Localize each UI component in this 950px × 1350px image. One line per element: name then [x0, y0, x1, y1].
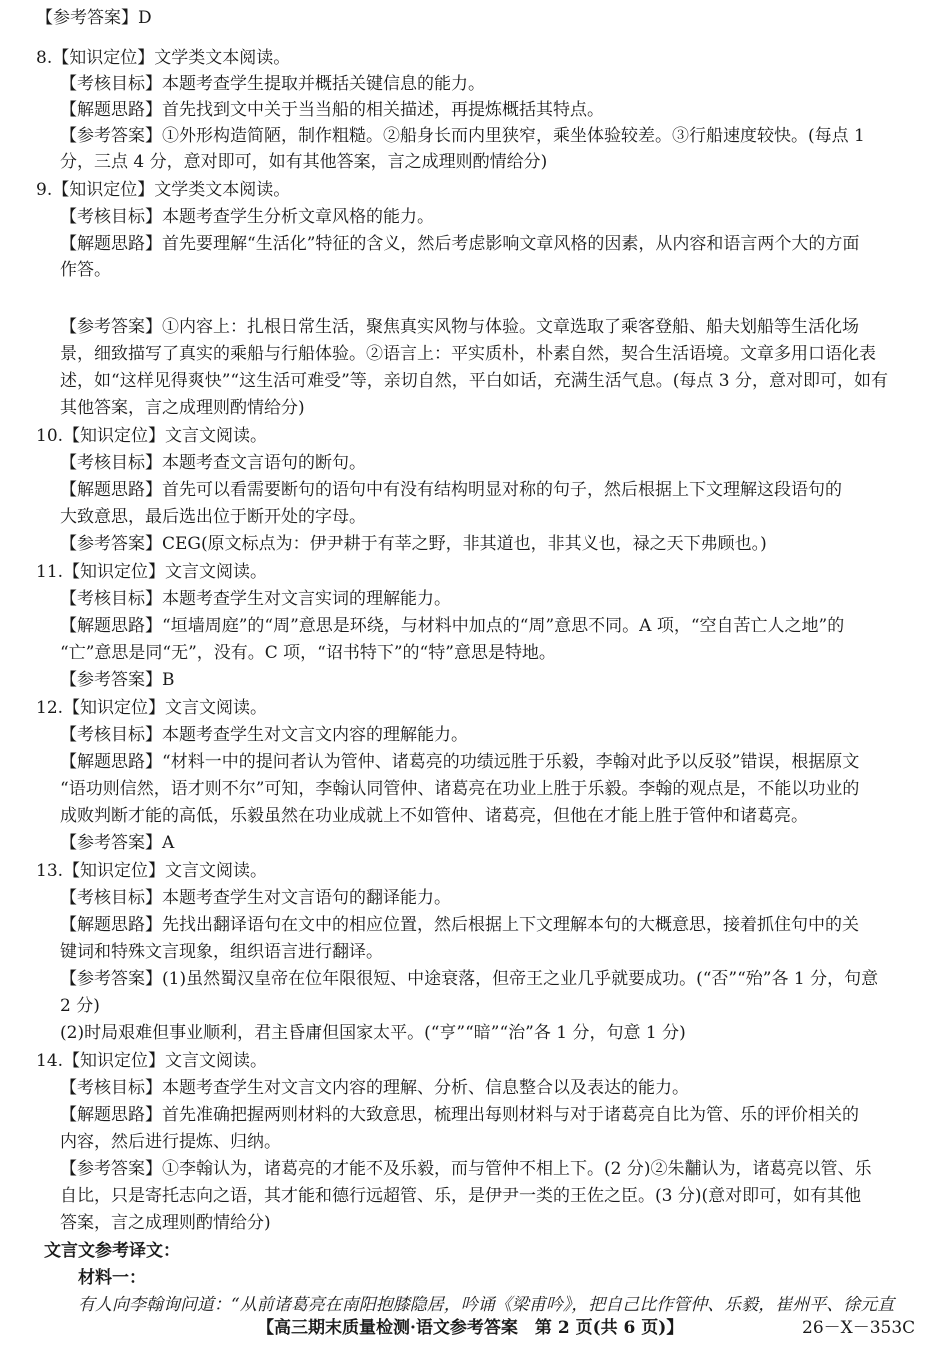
approach-line: 【解题思路】首先找到文中关于当当船的相关描述，再提炼概括其特点。	[60, 100, 604, 120]
answer-line: 【参考答案】CEG(原文标点为：伊尹耕于有莘之野，非其道也，非其义也，禄之天下弗顾也。)	[60, 534, 767, 554]
question-12-heading: 12.【知识定位】文言文阅读。	[36, 698, 268, 718]
objective-line: 【考核目标】本题考查学生分析文章风格的能力。	[60, 207, 434, 227]
answer-line: 【参考答案】B	[60, 670, 175, 690]
approach-line: 【解题思路】首先准确把握两则材料的大致意思，梳理出每则材料与对于诸葛亮自比为管、乐的评价相关的	[60, 1105, 859, 1125]
answer-continuation: 其他答案，言之成理则酌情给分)	[60, 398, 305, 418]
answer-continuation: 答案，言之成理则酌情给分)	[60, 1213, 271, 1233]
answer-continuation: (2)时局艰难但事业顺利，君主昏庸但国家太平。(“亨”“暗”“治”各 1 分，句意 1 分)	[60, 1023, 686, 1043]
page-footer-code: 26－X－353C	[802, 1318, 916, 1338]
answer-line: 【参考答案】①外形构造简陋，制作粗糙。②船身长而内里狭窄，乘坐体验较差。③行船速度较快。(每点 1	[60, 126, 865, 146]
answer-continuation: 2 分)	[60, 996, 100, 1016]
approach-line: 【解题思路】首先要理解“生活化”特征的含义，然后考虑影响文章风格的因素，从内容和语言两个大的方面	[60, 234, 860, 254]
answer-line: 【参考答案】D	[36, 8, 152, 28]
approach-continuation: 大致意思，最后选出位于断开处的字母。	[60, 507, 366, 527]
translation-section-title: 文言文参考译文：	[44, 1241, 180, 1261]
objective-line: 【考核目标】本题考查学生提取并概括关键信息的能力。	[60, 74, 485, 94]
objective-line: 【考核目标】本题考查学生对文言实词的理解能力。	[60, 589, 451, 609]
question-10-heading: 10.【知识定位】文言文阅读。	[36, 426, 268, 446]
objective-line: 【考核目标】本题考查学生对文言语句的翻译能力。	[60, 888, 451, 908]
answer-line: 【参考答案】①内容上：扎根日常生活，聚焦真实风物与体验。文章选取了乘客登船、船夫划船等生活化场	[60, 317, 859, 337]
approach-continuation: 作答。	[60, 260, 111, 280]
approach-line: 【解题思路】“垣墙周庭”的“周”意思是环绕，与材料中加点的“周”意思不同。A 项，“空自苦亡人之地”的	[60, 616, 845, 636]
objective-line: 【考核目标】本题考查学生对文言文内容的理解、分析、信息整合以及表达的能力。	[60, 1078, 689, 1098]
approach-continuation: “亡”意思是同“无”，没有。C 项，“诏书特下”的“特”意思是特地。	[60, 643, 556, 663]
objective-line: 【考核目标】本题考查文言语句的断句。	[60, 453, 366, 473]
objective-line: 【考核目标】本题考查学生对文言文内容的理解能力。	[60, 725, 468, 745]
approach-continuation: 键词和特殊文言现象，组织语言进行翻译。	[60, 942, 383, 962]
approach-line: 【解题思路】“材料一中的提问者认为管仲、诸葛亮的功绩远胜于乐毅，李翰对此予以反驳”错误，根据原文	[60, 752, 860, 772]
answer-line: 【参考答案】A	[60, 833, 175, 853]
answer-line: 【参考答案】(1)虽然蜀汉皇帝在位年限很短、中途衰落，但帝王之业几乎就要成功。(“否”“殆”各 1 分，句意	[60, 969, 879, 989]
answer-continuation: 述，如“这样见得爽快”“这生活可难受”等，亲切自然，平白如话，充满生活气息。(每点 3 分，意对即可，如有	[60, 371, 889, 391]
approach-line: 【解题思路】先找出翻译语句在文中的相应位置，然后根据上下文理解本句的大概意思，接着抓住句中的关	[60, 915, 859, 935]
answer-continuation: 景，细致描写了真实的乘船与行船体验。②语言上：平实质朴，朴素自然，契合生活语境。文章多用口语化表	[60, 344, 876, 364]
answer-line: 【参考答案】①李翰认为，诸葛亮的才能不及乐毅，而与管仲不相上下。(2 分)②朱黼认为，诸葛亮以管、乐	[60, 1159, 872, 1179]
approach-continuation: 成败判断才能的高低，乐毅虽然在功业成就上不如管仲、诸葛亮，但他在才能上胜于管仲和诸葛亮。	[60, 806, 808, 826]
question-14-heading: 14.【知识定位】文言文阅读。	[36, 1051, 268, 1071]
answer-continuation: 自比，只是寄托志向之语，其才能和德行远超管、乐，是伊尹一类的王佐之臣。(3 分)(意对即可，如有其他	[60, 1186, 862, 1206]
question-9-heading: 9.【知识定位】文学类文本阅读。	[36, 180, 291, 200]
approach-continuation: “语功则信然，语才则不尔”可知，李翰认同管仲、诸葛亮在功业上胜于乐毅。李翰的观点是，不能以功业的	[60, 779, 860, 799]
approach-continuation: 内容，然后进行提炼、归纳。	[60, 1132, 281, 1152]
material-one-title: 材料一：	[78, 1268, 146, 1288]
answer-continuation: 分，三点 4 分，意对即可，如有其他答案，言之成理则酌情给分)	[60, 152, 548, 172]
question-11-heading: 11.【知识定位】文言文阅读。	[36, 562, 268, 582]
question-13-heading: 13.【知识定位】文言文阅读。	[36, 861, 268, 881]
approach-line: 【解题思路】首先可以看需要断句的语句中有没有结构明显对称的句子，然后根据上下文理解这段语句的	[60, 480, 842, 500]
question-8-heading: 8.【知识定位】文学类文本阅读。	[36, 48, 291, 68]
page-footer-title: 【高三期末质量检测·语文参考答案 第 2 页(共 6 页)】	[257, 1318, 684, 1338]
translation-text: 有人向李翰询问道：“从前诸葛亮在南阳抱膝隐居，吟诵《梁甫吟》，把自己比作管仲、乐毅，崔州平、徐元直	[78, 1295, 895, 1315]
